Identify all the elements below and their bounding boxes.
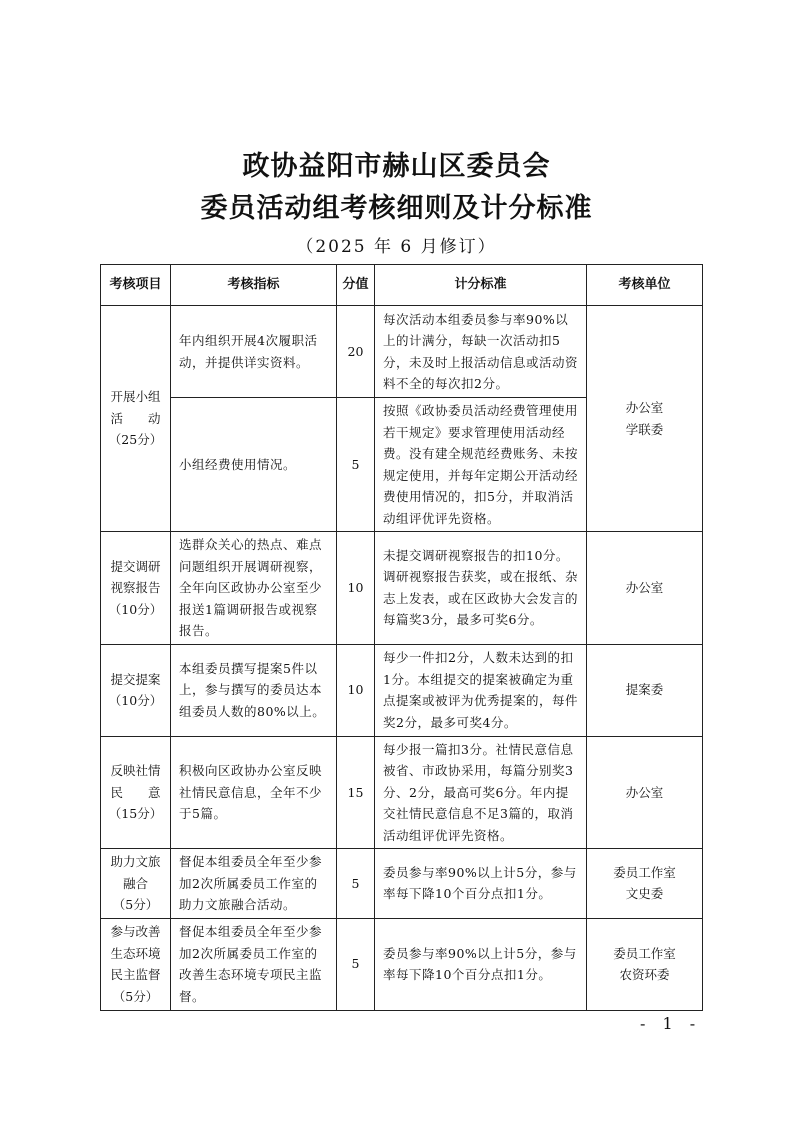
row-score: 15 — [337, 736, 375, 849]
table-row — [101, 849, 703, 919]
header-score: 分值 — [337, 265, 375, 306]
row-standard: 每次活动本组委员参与率90%以上的计满分，每缺一次活动扣5分，未及时上报活动信息或活动资料不全的每次扣2分。 — [375, 306, 587, 398]
row-indicator: 选群众关心的热点、难点问题组织开展调研视察，全年向区政协办公室至少报送1篇调研报告或视察报告。 — [171, 532, 337, 645]
row-unit: 委员工作室 农资环委 — [587, 918, 703, 1010]
table-header-row — [101, 265, 703, 306]
table-row — [101, 918, 703, 1010]
row-unit: 委员工作室 文史委 — [587, 849, 703, 919]
row-indicator: 年内组织开展4次履职活动，并提供详实资料。 — [171, 306, 337, 398]
table-row — [101, 306, 703, 398]
header-standard: 计分标准 — [375, 265, 587, 306]
row-standard: 每少报一篇扣3分。社情民意信息被省、市政协采用，每篇分别奖3分、2分，最高可奖6分。年内提交社情民意信息不足3篇的，取消活动组评优评先资格。 — [375, 736, 587, 849]
row-indicator: 积极向区政协办公室反映社情民意信息，全年不少于5篇。 — [171, 736, 337, 849]
table-row — [101, 736, 703, 849]
row-score: 10 — [337, 644, 375, 736]
header-unit: 考核单位 — [587, 265, 703, 306]
row-standard: 委员参与率90%以上计5分，参与率每下降10个百分点扣1分。 — [375, 849, 587, 919]
row-score: 5 — [337, 918, 375, 1010]
page-number: - 1 - — [640, 1014, 702, 1033]
row-score: 5 — [337, 398, 375, 532]
row-item: 反映社情 民 意 （15分） — [101, 736, 171, 849]
row-standard: 委员参与率90%以上计5分，参与率每下降10个百分点扣1分。 — [375, 918, 587, 1010]
row-score: 10 — [337, 532, 375, 645]
row-item: 提交提案 （10分） — [101, 644, 171, 736]
row-indicator: 督促本组委员全年至少参加2次所属委员工作室的助力文旅融合活动。 — [171, 849, 337, 919]
table-row — [101, 532, 703, 645]
row-unit: 办公室 学联委 — [587, 306, 703, 532]
row-unit: 办公室 — [587, 736, 703, 849]
header-indicator: 考核指标 — [171, 265, 337, 306]
row-standard: 未提交调研视察报告的扣10分。调研视察报告获奖，或在报纸、杂志上发表，或在区政协大会发言的每篇奖3分，最多可奖6分。 — [375, 532, 587, 645]
row-item: 助力文旅 融合 （5分） — [101, 849, 171, 919]
row-item: 提交调研 视察报告 （10分） — [101, 532, 171, 645]
row-unit: 办公室 — [587, 532, 703, 645]
row-score: 5 — [337, 849, 375, 919]
row-standard: 按照《政协委员活动经费管理使用若干规定》要求管理使用活动经费。没有建全规范经费账务、未按规定使用，并每年定期公开活动经费使用情况的，扣5分，并取消活动组评优评先资格。 — [375, 398, 587, 532]
doc-title-line1: 政协益阳市赫山区委员会 — [242, 151, 551, 182]
doc-title-line2: 委员活动组考核细则及计分标准 — [200, 193, 593, 224]
row-standard: 每少一件扣2分，人数未达到的扣1分。本组提交的提案被确定为重点提案或被评为优秀提案的，每件奖2分，最多可奖4分。 — [375, 644, 587, 736]
table-row — [101, 644, 703, 736]
row-unit: 提案委 — [587, 644, 703, 736]
row-indicator: 本组委员撰写提案5件以上，参与撰写的委员达本组委员人数的80%以上。 — [171, 644, 337, 736]
row-indicator: 小组经费使用情况。 — [171, 398, 337, 532]
assessment-table — [100, 264, 703, 1011]
row-item: 开展小组 活 动 （25分） — [101, 306, 171, 532]
row-item: 参与改善 生态环境 民主监督 （5分） — [101, 918, 171, 1010]
row-score: 20 — [337, 306, 375, 398]
header-item: 考核项目 — [101, 265, 171, 306]
row-indicator: 督促本组委员全年至少参加2次所属委员工作室的改善生态环境专项民主监督。 — [171, 918, 337, 1010]
doc-subtitle: （2025 年 6 月修订） — [296, 237, 497, 257]
